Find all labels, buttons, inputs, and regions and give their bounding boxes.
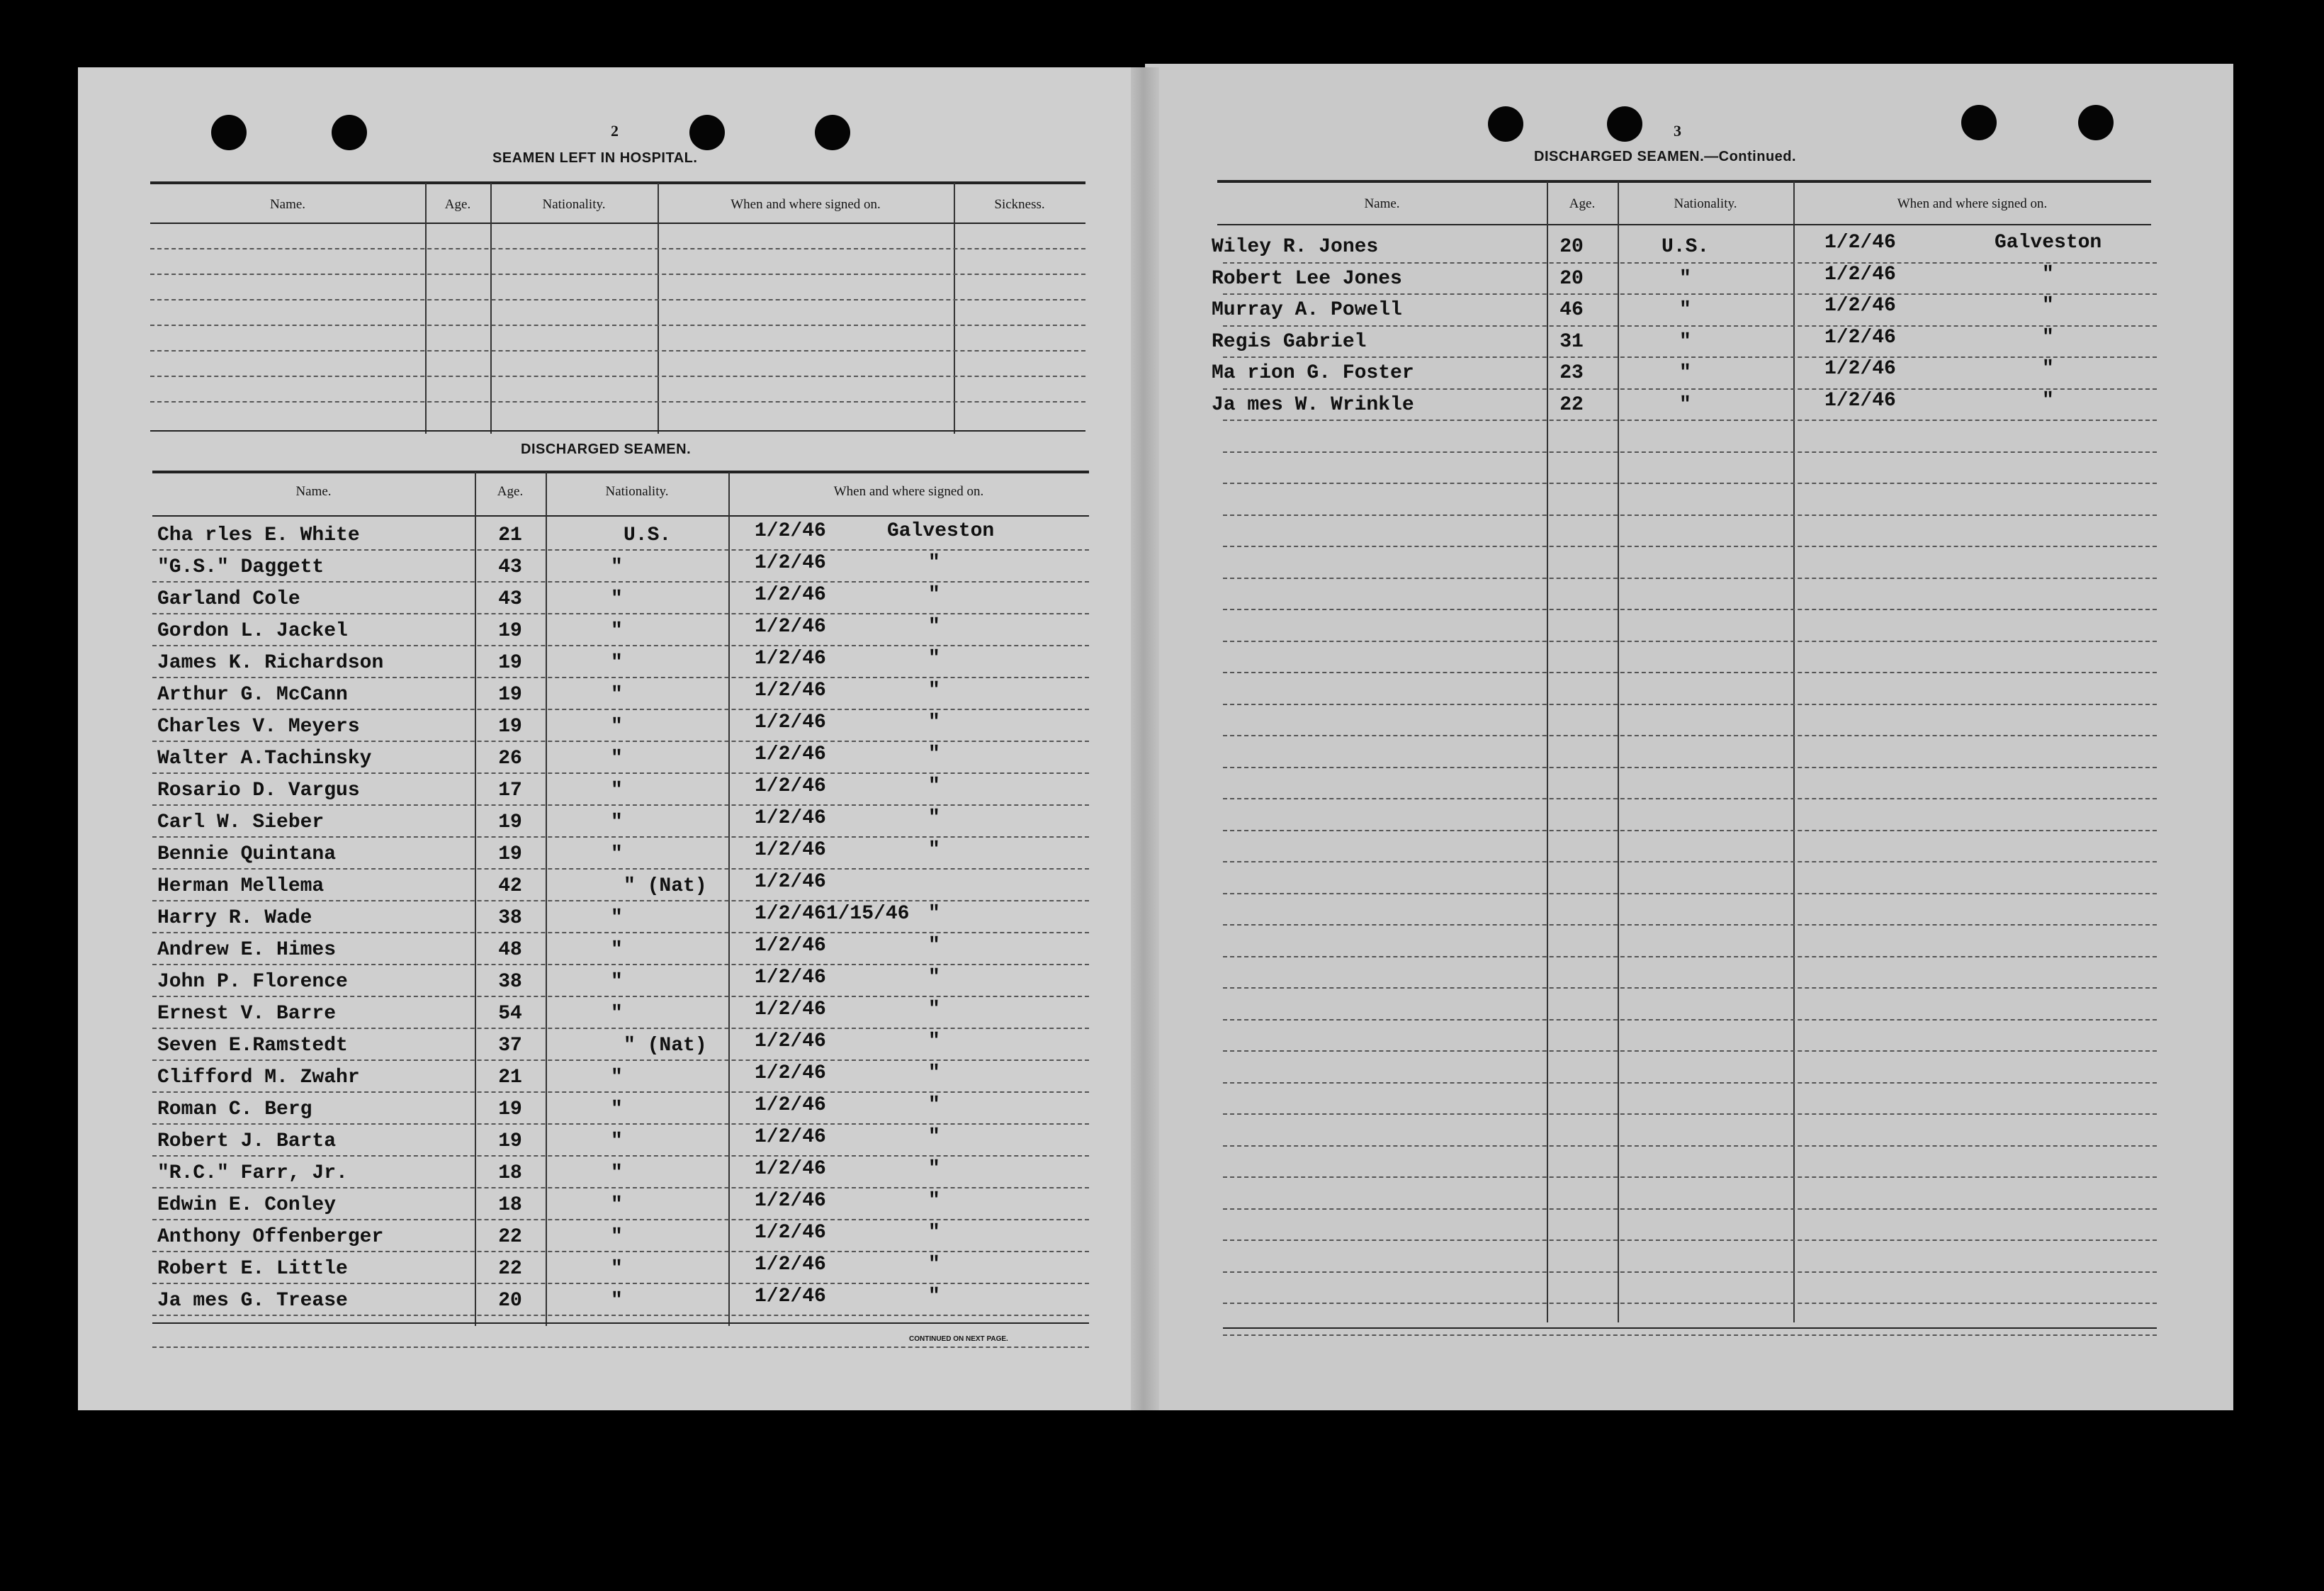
ruled-line <box>152 1059 1089 1061</box>
hospital-section-title: SEAMEN LEFT IN HOSPITAL. <box>492 150 698 166</box>
ruled-line <box>152 996 1089 997</box>
signed-on-date: 1/2/46 <box>755 807 826 829</box>
signed-on-date: 1/2/46 <box>755 552 826 574</box>
seaman-age: 20 <box>1559 268 1584 290</box>
punch-hole <box>332 115 367 150</box>
col-age: Age. <box>1569 196 1596 211</box>
signed-on-place: " <box>928 839 940 861</box>
signed-on-place: " <box>928 1094 940 1116</box>
seaman-age: 19 <box>498 652 522 674</box>
signed-on-place: " <box>928 1030 940 1052</box>
seaman-nationality: " <box>611 748 623 770</box>
col-name: Name. <box>1364 196 1400 211</box>
seaman-nationality: " <box>611 907 623 929</box>
signed-on-place: " <box>928 1254 940 1276</box>
col-divider <box>658 183 659 434</box>
signed-on-place: " <box>2042 358 2054 380</box>
seaman-nationality: " <box>611 652 623 674</box>
seaman-age: 19 <box>498 684 522 706</box>
seaman-name: Ernest V. Barre <box>157 1003 337 1025</box>
ruled-line <box>1223 325 2157 327</box>
ruled-line <box>152 836 1089 838</box>
seaman-nationality: " <box>1679 394 1691 416</box>
seaman-age: 21 <box>498 524 522 546</box>
ruled-line <box>150 401 1085 403</box>
seaman-nationality: " <box>611 1067 623 1089</box>
table-rule <box>150 223 1085 224</box>
signed-on-place: " <box>928 616 940 638</box>
seaman-nationality: " <box>611 1162 623 1184</box>
ruled-line <box>152 1091 1089 1093</box>
seaman-name: Andrew E. Himes <box>157 939 337 961</box>
signed-on-place: " <box>928 999 940 1021</box>
ruled-line <box>152 1155 1089 1157</box>
seaman-age: 17 <box>498 780 522 802</box>
seaman-name: Murray A. Powell <box>1212 299 1402 321</box>
seaman-age: 19 <box>498 716 522 738</box>
seaman-name: Anthony Offenberger <box>157 1226 384 1248</box>
ruled-line <box>1223 578 2157 579</box>
seaman-name: Herman Mellema <box>157 875 325 897</box>
ruled-line <box>152 804 1089 806</box>
seaman-nationality: " <box>611 588 623 610</box>
signed-on-date: 1/2/46 <box>755 1190 826 1212</box>
signed-on-date: 1/2/46 <box>755 743 826 765</box>
seaman-nationality: U.S. <box>1662 236 1710 258</box>
ruled-line <box>1223 1303 2157 1304</box>
ruled-line <box>1223 893 2157 894</box>
seaman-age: 21 <box>498 1067 522 1089</box>
ruled-line <box>1223 735 2157 736</box>
ruled-line <box>1223 830 2157 831</box>
signed-on-date: 1/2/46 <box>755 1030 826 1052</box>
signed-on-date: 1/2/46 <box>755 1126 826 1148</box>
seaman-name: Clifford M. Zwahr <box>157 1067 360 1089</box>
seaman-nationality: " <box>611 780 623 802</box>
seaman-nationality: " <box>611 620 623 642</box>
ruled-line <box>152 900 1089 901</box>
punch-hole <box>1488 106 1523 142</box>
col-age: Age. <box>497 484 524 499</box>
page-fold <box>1131 67 1159 1410</box>
signed-on-place: " <box>928 903 940 925</box>
seaman-age: 20 <box>498 1290 522 1312</box>
seaman-age: 46 <box>1559 299 1584 321</box>
seaman-age: 22 <box>498 1226 522 1248</box>
seaman-age: 19 <box>498 620 522 642</box>
signed-on-date: 1/2/46 <box>755 1254 826 1276</box>
ruled-line <box>1223 672 2157 673</box>
ruled-line <box>150 350 1085 352</box>
signed-on-place: Galveston <box>1995 232 2102 254</box>
ruled-line <box>152 1123 1089 1125</box>
signed-on-date: 1/2/46 <box>755 584 826 606</box>
ruled-line <box>152 677 1089 678</box>
seaman-age: 26 <box>498 748 522 770</box>
seaman-nationality: " (Nat) <box>624 1035 707 1057</box>
ruled-line <box>152 581 1089 583</box>
ruled-line <box>1223 483 2157 484</box>
col-sickness: Sickness. <box>994 197 1045 212</box>
seaman-age: 37 <box>498 1035 522 1057</box>
continued-note: CONTINUED ON NEXT PAGE. <box>909 1335 1008 1343</box>
signed-on-date: 1/2/46 <box>755 1286 826 1308</box>
ruled-line <box>150 248 1085 249</box>
ruled-line <box>1223 924 2157 926</box>
col-nationality: Nationality. <box>1674 196 1737 211</box>
signed-on-date: 1/2/46 <box>1824 295 1896 317</box>
seaman-age: 54 <box>498 1003 522 1025</box>
ruled-line <box>150 299 1085 300</box>
seaman-name: Gordon L. Jackel <box>157 620 348 642</box>
signed-on-place: " <box>928 680 940 702</box>
seaman-age: 22 <box>1559 394 1584 416</box>
punch-hole <box>2078 105 2114 140</box>
seaman-name: Walter A.Tachinsky <box>157 748 372 770</box>
seaman-age: 22 <box>498 1258 522 1280</box>
seaman-nationality: " <box>611 556 623 578</box>
ruled-line <box>150 325 1085 326</box>
ruled-line <box>1223 1239 2157 1241</box>
ruled-line <box>1223 861 2157 862</box>
signed-on-date: 1/2/46 <box>755 616 826 638</box>
signed-on-place: " <box>928 1158 940 1180</box>
signed-on-date: 1/2/46 <box>755 520 826 542</box>
ruled-line <box>1223 798 2157 799</box>
signed-on-date: 1/2/46 <box>755 680 826 702</box>
seaman-name: Edwin E. Conley <box>157 1194 337 1216</box>
seaman-age: 19 <box>498 1130 522 1152</box>
ruled-line <box>1223 641 2157 642</box>
ruled-line <box>152 772 1089 774</box>
col-divider <box>728 472 730 1326</box>
signed-on-date: 1/2/46 <box>755 1094 826 1116</box>
seaman-name: Wiley R. Jones <box>1212 236 1379 258</box>
seaman-age: 19 <box>498 843 522 865</box>
page-number: 2 <box>611 122 619 140</box>
ruled-line <box>150 376 1085 377</box>
ruled-line <box>1223 956 2157 957</box>
signed-on-date: 1/2/46 <box>755 839 826 861</box>
ruled-line <box>1223 987 2157 989</box>
ruled-line <box>152 1347 1089 1348</box>
seaman-name: Roman C. Berg <box>157 1098 312 1120</box>
seaman-nationality: " <box>611 1194 623 1216</box>
col-name: Name. <box>295 484 332 499</box>
ruled-line <box>152 549 1089 551</box>
ruled-line <box>1223 1113 2157 1115</box>
ruled-line <box>152 645 1089 646</box>
signed-on-place: " <box>928 584 940 606</box>
col-divider <box>954 183 955 434</box>
signed-on-place: " <box>928 1062 940 1084</box>
signed-on-date: 1/2/46 <box>1824 232 1896 254</box>
signed-on-date: 1/2/46 <box>755 967 826 989</box>
seaman-name: Seven E.Ramstedt <box>157 1035 348 1057</box>
seaman-nationality: " <box>611 1290 623 1312</box>
signed-on-place: " <box>928 648 940 670</box>
col-signed-on: When and where signed on. <box>731 197 881 212</box>
col-signed-on: When and where signed on. <box>833 484 984 499</box>
table-rule <box>1223 1327 2157 1329</box>
ruled-line <box>1223 1334 2157 1336</box>
ruled-line <box>1223 1208 2157 1210</box>
seaman-age: 18 <box>498 1162 522 1184</box>
signed-on-date: 1/2/46 <box>1824 390 1896 412</box>
seaman-nationality: U.S. <box>624 524 672 546</box>
seaman-age: 31 <box>1559 331 1584 353</box>
ruled-line <box>1223 1082 2157 1084</box>
seaman-age: 20 <box>1559 236 1584 258</box>
signed-on-date: 1/2/461/15/46 <box>755 903 910 925</box>
seaman-name: James K. Richardson <box>157 652 384 674</box>
ruled-line <box>1223 1271 2157 1273</box>
col-divider <box>475 472 476 1326</box>
ruled-line <box>1223 262 2157 264</box>
ruled-line <box>1223 388 2157 390</box>
punch-hole <box>815 115 850 150</box>
seaman-nationality: " <box>1679 362 1691 384</box>
signed-on-place: " <box>928 743 940 765</box>
seaman-nationality: " <box>611 939 623 961</box>
ruled-line <box>1223 515 2157 516</box>
seaman-age: 43 <box>498 588 522 610</box>
ruled-line <box>152 1028 1089 1029</box>
seaman-name: Carl W. Sieber <box>157 811 325 833</box>
ruled-line <box>152 741 1089 742</box>
ruled-line <box>152 1283 1089 1284</box>
seaman-age: 43 <box>498 556 522 578</box>
ruled-line <box>1223 546 2157 547</box>
seaman-name: Rosario D. Vargus <box>157 780 360 802</box>
seaman-age: 38 <box>498 907 522 929</box>
seaman-age: 23 <box>1559 362 1584 384</box>
ruled-line <box>1223 293 2157 295</box>
ruled-line <box>152 1187 1089 1188</box>
signed-on-date: 1/2/46 <box>755 1062 826 1084</box>
ruled-line <box>1223 704 2157 705</box>
signed-on-place: " <box>928 552 940 574</box>
ruled-line <box>1223 1019 2157 1021</box>
ruled-line <box>1223 767 2157 768</box>
ruled-line <box>152 868 1089 870</box>
signed-on-place: " <box>2042 264 2054 286</box>
ruled-line <box>1223 356 2157 358</box>
ruled-line <box>152 709 1089 710</box>
col-divider <box>1793 181 1795 1322</box>
discharged-continued-title: DISCHARGED SEAMEN.—Continued. <box>1534 149 1797 164</box>
ruled-line <box>150 274 1085 275</box>
ruled-line <box>152 1251 1089 1252</box>
seaman-name: John P. Florence <box>157 971 348 993</box>
signed-on-date: 1/2/46 <box>1824 327 1896 349</box>
table-rule <box>1217 224 2151 225</box>
seaman-name: Arthur G. McCann <box>157 684 348 706</box>
col-signed-on: When and where signed on. <box>1897 196 2048 211</box>
seaman-name: Ma rion G. Foster <box>1212 362 1414 384</box>
signed-on-date: 1/2/46 <box>755 775 826 797</box>
discharged-section-title: DISCHARGED SEAMEN. <box>521 442 692 457</box>
table-rule <box>152 471 1089 473</box>
seaman-nationality: " <box>611 1258 623 1280</box>
col-nationality: Nationality. <box>542 197 606 212</box>
seaman-age: 38 <box>498 971 522 993</box>
signed-on-place: " <box>928 935 940 957</box>
col-nationality: Nationality. <box>605 484 669 499</box>
seaman-nationality: " <box>611 971 623 993</box>
seaman-name: Harry R. Wade <box>157 907 312 929</box>
ruled-line <box>152 1219 1089 1220</box>
seaman-age: 19 <box>498 811 522 833</box>
signed-on-date: 1/2/46 <box>755 999 826 1021</box>
signed-on-place: " <box>2042 295 2054 317</box>
seaman-nationality: " <box>611 716 623 738</box>
col-name: Name. <box>269 197 306 212</box>
seaman-nationality: " <box>611 1003 623 1025</box>
seaman-name: Ja mes W. Wrinkle <box>1212 394 1414 416</box>
seaman-name: Bennie Quintana <box>157 843 337 865</box>
signed-on-date: 1/2/46 <box>755 935 826 957</box>
page-number: 3 <box>1674 122 1681 140</box>
seaman-nationality: " <box>1679 268 1691 290</box>
seaman-nationality: " (Nat) <box>624 875 707 897</box>
table-rule <box>152 515 1089 517</box>
seaman-nationality: " <box>611 811 623 833</box>
seaman-name: Robert E. Little <box>157 1258 348 1280</box>
seaman-age: 19 <box>498 1098 522 1120</box>
ruled-line <box>152 932 1089 933</box>
signed-on-place: " <box>928 775 940 797</box>
table-rule <box>152 1322 1089 1324</box>
signed-on-date: 1/2/46 <box>755 871 826 893</box>
signed-on-place: " <box>928 967 940 989</box>
signed-on-date: 1/2/46 <box>755 712 826 733</box>
signed-on-date: 1/2/46 <box>755 1158 826 1180</box>
col-divider <box>1618 181 1619 1322</box>
signed-on-place: " <box>928 1286 940 1308</box>
punch-hole <box>689 115 725 150</box>
ruled-line <box>1223 1176 2157 1178</box>
seaman-nationality: " <box>611 1130 623 1152</box>
col-divider <box>425 183 427 434</box>
seaman-name: Garland Cole <box>157 588 300 610</box>
seaman-name: Regis Gabriel <box>1212 331 1367 353</box>
seaman-age: 48 <box>498 939 522 961</box>
seaman-nationality: " <box>1679 299 1691 321</box>
col-age: Age. <box>444 197 471 212</box>
table-rule <box>150 430 1085 432</box>
ruled-line <box>1223 420 2157 421</box>
signed-on-place: " <box>2042 327 2054 349</box>
ruled-line <box>152 613 1089 614</box>
seaman-name: Robert J. Barta <box>157 1130 337 1152</box>
signed-on-date: 1/2/46 <box>1824 358 1896 380</box>
signed-on-place: " <box>2042 390 2054 412</box>
seaman-nationality: " <box>611 1098 623 1120</box>
signed-on-place: " <box>928 807 940 829</box>
punch-hole <box>1607 106 1642 142</box>
seaman-name: Ja mes G. Trease <box>157 1290 348 1312</box>
signed-on-place: " <box>928 1222 940 1244</box>
ruled-line <box>152 1315 1089 1316</box>
seaman-name: "R.C." Farr, Jr. <box>157 1162 348 1184</box>
signed-on-place: Galveston <box>887 520 995 542</box>
seaman-name: Robert Lee Jones <box>1212 268 1402 290</box>
seaman-name: Charles V. Meyers <box>157 716 360 738</box>
signed-on-place: " <box>928 1126 940 1148</box>
punch-hole <box>211 115 247 150</box>
punch-hole <box>1961 105 1997 140</box>
signed-on-date: 1/2/46 <box>1824 264 1896 286</box>
seaman-name: Cha rles E. White <box>157 524 360 546</box>
signed-on-date: 1/2/46 <box>755 648 826 670</box>
col-divider <box>546 472 547 1326</box>
seaman-nationality: " <box>611 843 623 865</box>
seaman-nationality: " <box>1679 331 1691 353</box>
seaman-age: 42 <box>498 875 522 897</box>
seaman-name: "G.S." Daggett <box>157 556 325 578</box>
signed-on-date: 1/2/46 <box>755 1222 826 1244</box>
col-divider <box>490 183 492 434</box>
ruled-line <box>1223 609 2157 610</box>
signed-on-place: " <box>928 1190 940 1212</box>
table-rule <box>1217 180 2151 183</box>
signed-on-place: " <box>928 712 940 733</box>
ruled-line <box>152 964 1089 965</box>
ruled-line <box>1223 1145 2157 1147</box>
ruled-line <box>1223 451 2157 453</box>
seaman-age: 18 <box>498 1194 522 1216</box>
seaman-nationality: " <box>611 1226 623 1248</box>
seaman-nationality: " <box>611 684 623 706</box>
table-rule <box>150 181 1085 184</box>
ruled-line <box>1223 1050 2157 1052</box>
